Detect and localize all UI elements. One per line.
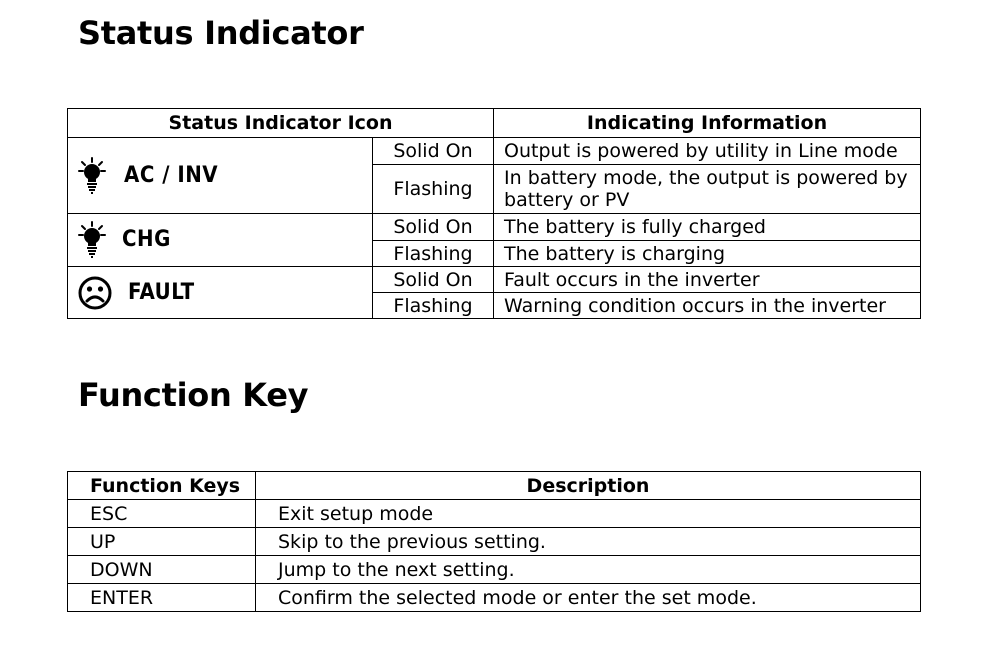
mode-cell: Solid On [373,138,494,165]
status-icon-header: Status Indicator Icon [68,109,494,138]
status-indicator-table [67,108,921,319]
info-cell: In battery mode, the output is powered by battery or PV [494,165,921,214]
function-key-table [67,471,921,612]
bulb-icon [78,157,106,195]
mode-cell: Flashing [373,241,494,267]
mode-cell: Solid On [373,214,494,241]
function-keys-header: Function Keys [68,472,256,500]
info-cell: Warning condition occurs in the inverter [494,293,921,319]
key-cell: ESC [68,500,256,528]
ac-inv-label: AC / INV [124,162,219,188]
info-cell: The battery is charging [494,241,921,267]
status-info-header: Indicating Information [494,109,921,138]
key-cell: ENTER [68,584,256,612]
description-cell: Confirm the selected mode or enter the set mode. [256,584,921,612]
function-table-header-row [68,472,921,500]
status-table-header-row [68,109,921,138]
description-cell: Jump to the next setting. [256,556,921,584]
table-row [68,267,921,293]
table-row [68,214,921,241]
description-cell: Skip to the previous setting. [256,528,921,556]
status-indicator-title: Status Indicator [78,14,364,52]
fault-label: FAULT [128,279,195,305]
key-cell: DOWN [68,556,256,584]
ac-inv-indicator-cell [68,138,373,214]
table-row [68,500,921,528]
function-key-title: Function Key [78,376,309,414]
info-cell: Output is powered by utility in Line mode [494,138,921,165]
key-cell: UP [68,528,256,556]
chg-label: CHG [122,227,171,252]
table-row [68,528,921,556]
description-cell: Exit setup mode [256,500,921,528]
description-header: Description [256,472,921,500]
mode-cell: Solid On [373,267,494,293]
mode-cell: Flashing [373,293,494,319]
info-cell: Fault occurs in the inverter [494,267,921,293]
table-row [68,556,921,584]
bulb-icon [78,221,106,259]
table-row [68,138,921,165]
chg-indicator-cell [68,214,373,267]
fault-indicator-cell [68,267,373,319]
info-cell: The battery is fully charged [494,214,921,241]
table-row [68,584,921,612]
sad-face-icon [78,276,112,310]
mode-cell: Flashing [373,165,494,214]
